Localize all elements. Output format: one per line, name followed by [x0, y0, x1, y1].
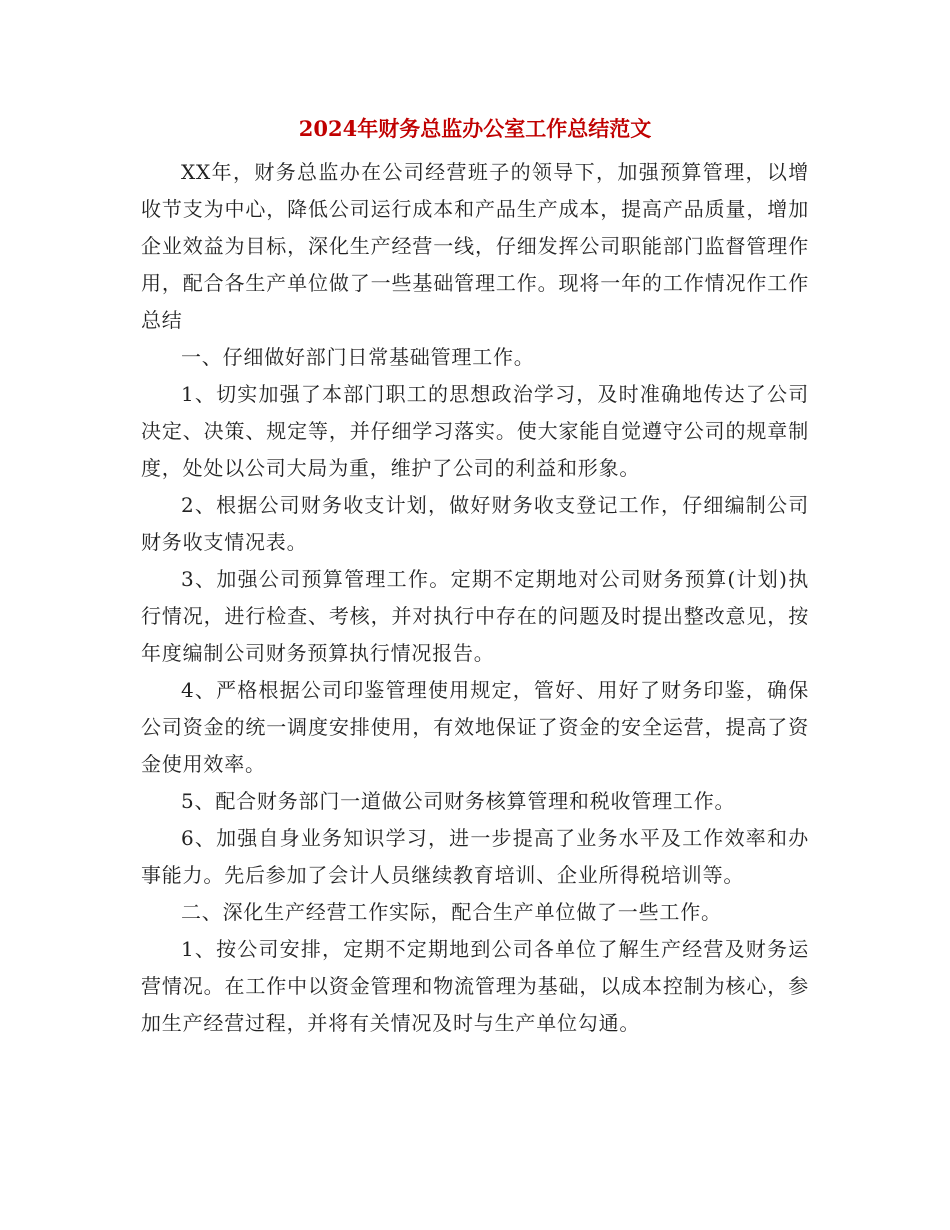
paragraph-1-1: 1、切实加强了本部门职工的思想政治学习，及时准确地传达了公司决定、决策、规定等，并仔细学习落实。使大家能自觉遵守公司的规章制度，处处以公司大局为重，维护了公司的利益和形象。	[141, 382, 809, 480]
paragraph-1-6: 6、加强自身业务知识学习，进一步提高了业务水平及工作效率和办事能力。先后参加了会计人员继续教育培训、企业所得税培训等。	[141, 826, 809, 887]
paragraph-2-1: 1、按公司安排，定期不定期地到公司各单位了解生产经营及财务运营情况。在工作中以资金管理和物流管理为基础，以成本控制为核心，参加生产经营过程，并将有关情况及时与生产单位勾通。	[141, 937, 809, 1035]
section-heading-2: 二、深化生产经营工作实际，配合生产单位做了一些工作。	[181, 900, 722, 924]
document-body	[141, 154, 809, 1042]
paragraph-intro: XX年，财务总监办在公司经营班子的领导下，加强预算管理，以增收节支为中心，降低公司运行成本和产品生产成本，提高产品质量，增加企业效益为目标，深化生产经营一线，仔细发挥公司职能部门监督管理作用，配合各生产单位做了一些基础管理工作。现将一年的工作情况作工作总结	[141, 160, 809, 332]
paragraph-1-3: 3、加强公司预算管理工作。定期不定期地对公司财务预算(计划)执行情况，进行检查、考核，并对执行中存在的问题及时提出整改意见，按年度编制公司财务预算执行情况报告。	[141, 567, 809, 665]
document-title: 2024年财务总监办公室工作总结范文	[298, 116, 652, 141]
paragraph-1-5: 5、配合财务部门一道做公司财务核算管理和税收管理工作。	[181, 789, 736, 813]
paragraph-1-4: 4、严格根据公司印鉴管理使用规定，管好、用好了财务印鉴，确保公司资金的统一调度安排使用，有效地保证了资金的安全运营，提高了资金使用效率。	[141, 678, 809, 776]
paragraph-1-2: 2、根据公司财务收支计划，做好财务收支登记工作，仔细编制公司财务收支情况表。	[141, 493, 809, 554]
section-heading-1: 一、仔细做好部门日常基础管理工作。	[181, 345, 535, 369]
